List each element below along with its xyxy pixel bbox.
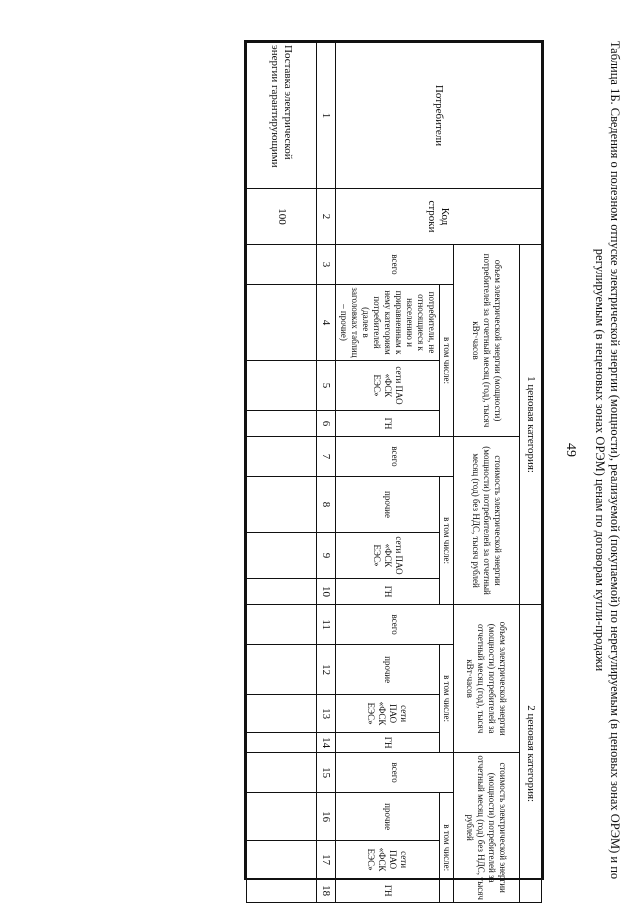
header-total: всего — [336, 245, 454, 285]
header-cat2: 2 ценовая категория: — [520, 605, 542, 903]
header-total: всего — [336, 753, 454, 793]
header-volume-1: объем электрической энергии (мощности) потребителей за отчетный месяц (год), тысяч кВт·часов — [454, 245, 520, 437]
col-number: 7 — [317, 437, 336, 477]
table-caption: Таблица 1Б. Сведения о полезном отпуске электрической энергии (мощности), реализуемой (покупаемой) по нерегулируемым (в ценовых зонах ОРЭМ) и по регулируемым (в неценовых зонах ОРЭМ) ценам по договорам купли-продажи — [593, 40, 622, 880]
col-number: 2 — [317, 189, 336, 245]
header-fsk: сети ПАО «ФСК ЕЭС» — [336, 841, 440, 879]
col-number: 12 — [317, 645, 336, 695]
col-number: 9 — [317, 533, 336, 579]
col-number: 4 — [317, 285, 336, 361]
cell — [247, 645, 317, 695]
header-fsk: сети ПАО «ФСК ЕЭС» — [336, 695, 440, 733]
header-cat1: 1 ценовая категория: — [520, 245, 542, 605]
cell — [247, 733, 317, 753]
header-consumers: Потребители — [336, 43, 542, 189]
cell — [247, 437, 317, 477]
header-total: всего — [336, 605, 454, 645]
header-incl: в том числе: — [440, 285, 454, 437]
header-gn: ГН — [336, 879, 440, 903]
header-fsk: сети ПАО «ФСК ЕЭС» — [336, 361, 440, 411]
cell — [247, 793, 317, 841]
header-total: всего — [336, 437, 454, 477]
header-others: прочие — [336, 793, 440, 841]
cell — [247, 753, 317, 793]
col-number: 17 — [317, 841, 336, 879]
page-number: 49 — [563, 443, 578, 457]
cell — [247, 285, 317, 361]
header-others-long: потребители, не относящиеся к населению и приравненным к нему категориям потребителей (далее в заголовках таблиц – прочие) — [336, 285, 440, 361]
col-number: 18 — [317, 879, 336, 903]
header-volume-2: объем электрической энергии (мощности) потребителей за отчетный месяц (год), тысяч кВт·часов — [454, 605, 520, 753]
col-number: 14 — [317, 733, 336, 753]
row-label: Поставка электрической энергии гарантирующими — [247, 43, 317, 189]
cell — [247, 841, 317, 879]
cell — [247, 477, 317, 533]
header-gn: ГН — [336, 411, 440, 437]
col-number: 15 — [317, 753, 336, 793]
col-number: 6 — [317, 411, 336, 437]
col-number: 13 — [317, 695, 336, 733]
cell — [247, 579, 317, 605]
col-number: 3 — [317, 245, 336, 285]
col-number: 1 — [317, 43, 336, 189]
header-cost-2: стоимость электрической энергии (мощности) потребителей за отчетный месяц (год) без НДС, тысяч рублей — [454, 753, 520, 903]
header-others: прочие — [336, 645, 440, 695]
cell — [247, 411, 317, 437]
header-incl: в том числе: — [440, 645, 454, 753]
col-number: 8 — [317, 477, 336, 533]
col-number: 16 — [317, 793, 336, 841]
cell — [247, 533, 317, 579]
table-row — [247, 43, 317, 903]
header-gn: ГН — [336, 733, 440, 753]
data-table — [244, 40, 544, 900]
cell — [247, 361, 317, 411]
col-number: 10 — [317, 579, 336, 605]
row-code: 100 — [247, 189, 317, 245]
col-number: 5 — [317, 361, 336, 411]
cell — [247, 695, 317, 733]
header-incl: в том числе: — [440, 477, 454, 605]
header-fsk: сети ПАО «ФСК ЕЭС» — [336, 533, 440, 579]
header-others: прочие — [336, 477, 440, 533]
col-number: 11 — [317, 605, 336, 645]
cell — [247, 605, 317, 645]
header-code: Код строки — [336, 189, 542, 245]
header-incl: в том числе: — [440, 793, 454, 903]
header-gn: ГН — [336, 579, 440, 605]
cell — [247, 879, 317, 903]
cell — [247, 245, 317, 285]
header-cost-1: стоимость электрической энергии (мощности) потребителей за отчетный месяц (год) без НДС, тысяч рублей — [454, 437, 520, 605]
